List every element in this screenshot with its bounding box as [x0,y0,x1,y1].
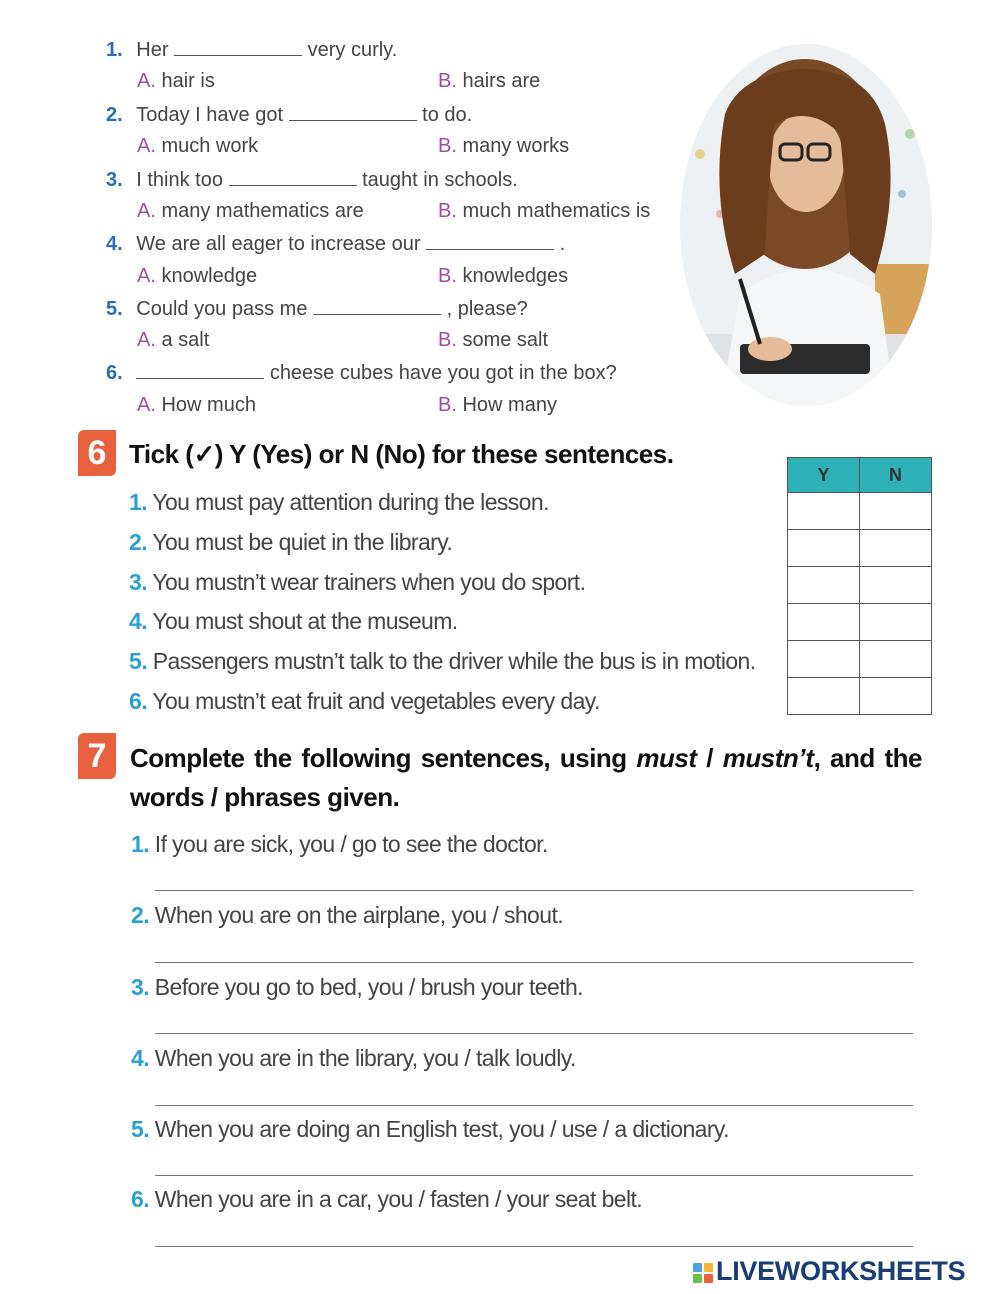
option-letter: B. [438,394,457,416]
item-number: 2. [131,902,149,928]
girl-photo [680,44,932,406]
question-text-before: I think too [136,169,223,191]
column-header-yes: Y [788,458,860,493]
answer-line-2[interactable] [155,962,913,963]
option-text: a salt [161,329,210,351]
option-b[interactable] [438,264,568,288]
girl-illustration [680,44,932,406]
option-b[interactable] [438,328,548,352]
option-a[interactable] [137,328,209,352]
yes-cell-2[interactable] [788,530,860,567]
question-1 [106,37,397,62]
logo-text: LIVEWORKSHEETS [716,1256,966,1286]
question-number: 2. [106,104,123,126]
question-text-after: , please? [446,298,528,320]
option-b[interactable] [438,134,569,158]
item-number: 4. [131,1045,149,1071]
item-text: You must be quiet in the library. [152,529,453,555]
question-text-before: Her [136,39,169,61]
answer-line-5[interactable] [155,1175,913,1176]
column-header-no: N [860,458,932,493]
option-letter: A. [137,200,156,222]
item-text: If you are sick, you / go to see the doctor. [154,831,548,857]
yes-cell-3[interactable] [788,567,860,604]
answer-line-4[interactable] [155,1105,913,1106]
item-text: Passengers mustn’t talk to the driver while the bus is in motion. [152,648,756,674]
question-text-after: taught in schools. [362,169,518,191]
item-number: 2. [129,529,147,555]
question-number: 6. [106,362,123,384]
item-number: 6. [129,688,147,714]
complete-item-3 [131,974,583,1001]
item-number: 5. [129,648,147,674]
no-cell-1[interactable] [860,493,932,530]
item-number: 3. [131,974,149,1000]
section-7-title-line1 [130,743,922,774]
logo-icon [693,1263,713,1283]
complete-item-5 [131,1116,729,1143]
question-number: 3. [106,169,123,191]
tick-item-3 [129,569,585,596]
tick-item-6 [129,688,600,715]
title-text-end: , and the [813,743,922,773]
no-cell-3[interactable] [860,567,932,604]
option-a[interactable] [137,264,257,288]
option-text: much work [161,135,259,157]
question-2 [106,102,472,127]
option-text: knowledges [462,265,569,287]
option-letter: A. [137,135,156,157]
option-letter: A. [137,265,156,287]
complete-item-1 [131,831,548,858]
question-number: 1. [106,39,123,61]
item-text: When you are on the airplane, you / shout. [154,902,564,928]
option-text: many works [462,135,570,157]
item-text: You must shout at the museum. [152,608,458,634]
no-cell-4[interactable] [860,604,932,641]
item-number: 1. [129,489,147,515]
section-6-title: Tick (✓) Y (Yes) or N (No) for these sentences. [129,439,674,469]
question-number: 5. [106,298,123,320]
item-text: You must pay attention during the lesson. [152,489,549,515]
title-separator: / [696,743,723,773]
option-text: many mathematics are [161,200,364,222]
tick-item-2 [129,529,452,556]
option-text: knowledge [161,265,258,287]
option-letter: B. [438,70,457,92]
option-b[interactable] [438,393,557,417]
item-text: When you are in the library, you / talk loudly. [154,1045,576,1071]
title-must: must [636,743,697,773]
option-a[interactable] [137,69,215,93]
yes-cell-4[interactable] [788,604,860,641]
option-letter: B. [438,329,457,351]
complete-item-2 [131,902,563,929]
complete-item-4 [131,1045,576,1072]
item-number: 5. [131,1116,149,1142]
liveworksheets-logo [693,1256,965,1287]
section-6-badge: 6 [78,430,116,476]
answer-blank[interactable] [313,296,441,315]
tick-item-5 [129,648,756,675]
option-text: How much [161,394,256,416]
answer-line-3[interactable] [155,1033,913,1034]
item-text: When you are in a car, you / fasten / your seat belt. [154,1186,643,1212]
yes-cell-5[interactable] [788,641,860,678]
answer-blank[interactable] [136,360,264,379]
question-text-after: cheese cubes have you got in the box? [269,362,617,384]
option-letter: B. [438,265,457,287]
option-text: hairs are [462,70,541,92]
complete-item-6 [131,1186,642,1213]
tick-item-1 [129,489,549,516]
question-text-before: We are all eager to increase our [136,233,421,255]
option-b[interactable] [438,199,650,223]
yes-cell-1[interactable] [788,493,860,530]
question-text-before: Today I have got [136,104,284,126]
item-text: You mustn’t wear trainers when you do sport. [152,569,586,595]
answer-blank[interactable] [174,37,302,56]
answer-line-6[interactable] [155,1246,913,1247]
option-letter: B. [438,135,457,157]
no-cell-2[interactable] [860,530,932,567]
option-a[interactable] [137,393,256,417]
option-letter: A. [137,394,156,416]
title-mustnt: mustn’t [722,743,814,773]
title-text: Complete the following sentences, using [130,743,637,773]
answer-blank[interactable] [426,231,554,250]
item-text: You mustn’t eat fruit and vegetables every day. [152,688,600,714]
option-text: How many [462,394,557,416]
question-text-after: very curly. [307,39,398,61]
option-b[interactable] [438,69,540,93]
item-number: 3. [129,569,147,595]
yes-no-table [787,457,932,715]
option-text: hair is [161,70,215,92]
item-number: 1. [131,831,149,857]
yes-cell-6[interactable] [788,678,860,715]
question-text-after: . [559,233,566,255]
option-text: much mathematics is [462,200,651,222]
answer-line-1[interactable] [155,890,913,891]
answer-blank[interactable] [289,102,417,121]
question-5 [106,296,528,321]
question-3 [106,167,518,192]
item-number: 6. [131,1186,149,1212]
option-a[interactable] [137,134,258,158]
question-6 [106,360,617,385]
section-7-badge: 7 [78,733,116,779]
option-letter: A. [137,329,156,351]
option-text: some salt [462,329,549,351]
answer-blank[interactable] [229,167,357,186]
section-7-title-line2: words / phrases given. [130,782,400,812]
item-text: When you are doing an English test, you / use / a dictionary. [154,1116,729,1142]
question-4 [106,231,565,256]
option-a[interactable] [137,199,364,223]
question-number: 4. [106,233,123,255]
question-text-after: to do. [422,104,473,126]
option-letter: B. [438,200,457,222]
no-cell-5[interactable] [860,641,932,678]
item-text: Before you go to bed, you / brush your teeth. [154,974,583,1000]
option-letter: A. [137,70,156,92]
question-text-before: Could you pass me [136,298,308,320]
item-number: 4. [129,608,147,634]
tick-item-4 [129,608,458,635]
no-cell-6[interactable] [860,678,932,715]
